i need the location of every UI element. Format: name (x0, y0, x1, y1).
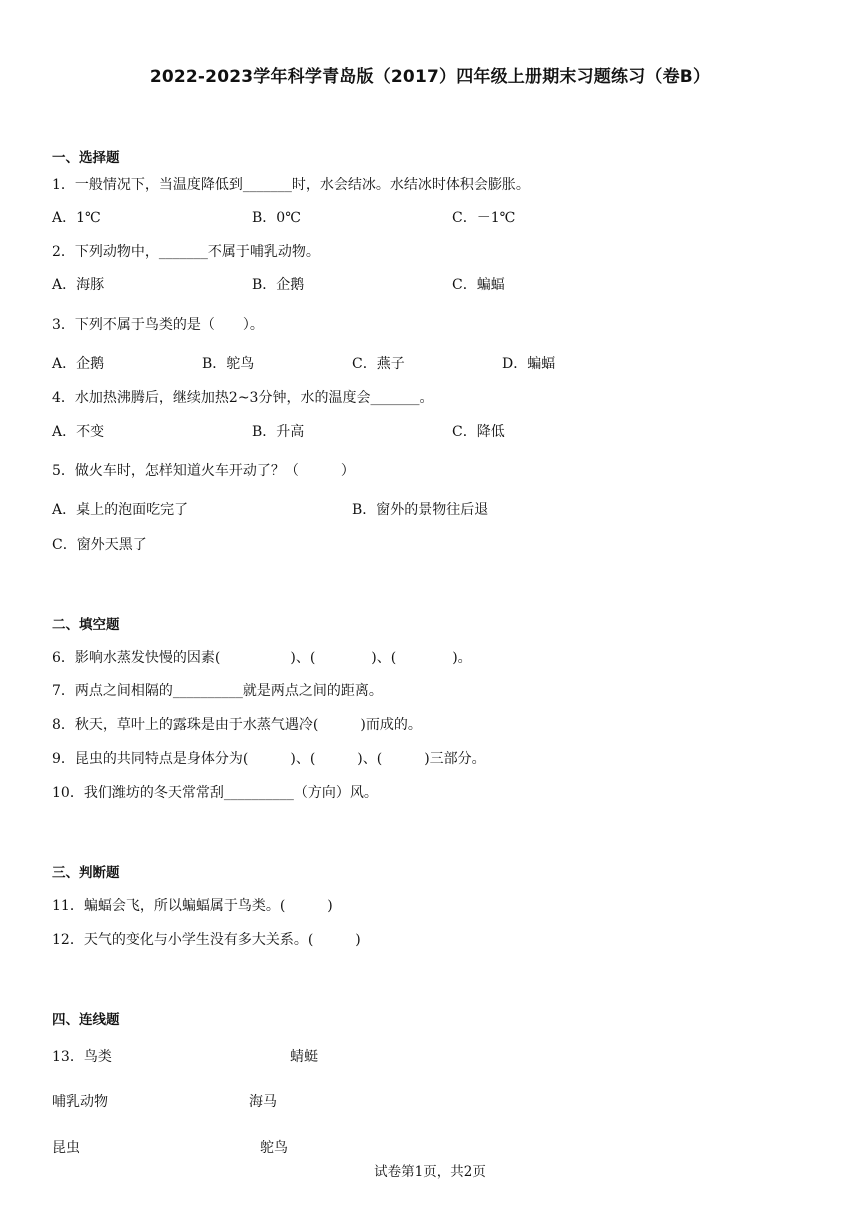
question-5: 5．做火车时，怎样知道火车开动了？（ ） (52, 463, 355, 479)
question-6: 6．影响水蒸发快慢的因素( )、( )、( )。 (52, 650, 472, 666)
section-heading-match: 四、连线题 (52, 1012, 120, 1028)
q3-option-a: A．企鹅 (52, 356, 105, 372)
question-7: 7．两点之间相隔的__________就是两点之间的距离。 (52, 683, 383, 699)
q1-option-a: A．1℃ (52, 210, 101, 226)
q1-option-b: B．0℃ (252, 210, 301, 226)
q5-option-a: A．桌上的泡面吃完了 (52, 502, 189, 518)
q4-option-b: B．升高 (252, 424, 305, 440)
q1-option-c: C．－1℃ (452, 210, 516, 226)
question-8: 8．秋天，草叶上的露珠是由于水蒸气遇冷( )而成的。 (52, 717, 422, 733)
question-11: 11．蝙蝠会飞，所以蝙蝠属于鸟类。( ) (52, 898, 333, 914)
question-3: 3．下列不属于鸟类的是（ ）。 (52, 317, 264, 333)
q2-option-a: A．海豚 (52, 277, 105, 293)
q4-option-a: A．不变 (52, 424, 105, 440)
question-4: 4．水加热沸腾后，继续加热2~3分钟，水的温度会_______。 (52, 390, 434, 406)
question-12: 12．天气的变化与小学生没有多大关系。( ) (52, 932, 361, 948)
page-footer: 试卷第1页，共2页 (374, 1164, 486, 1180)
q5-option-b: B．窗外的景物往后退 (352, 502, 489, 518)
question-1: 1．一般情况下，当温度降低到_______时，水会结冰。水结冰时体积会膨胀。 (52, 177, 530, 193)
q5-option-c: C．窗外天黑了 (52, 537, 147, 553)
question-10: 10．我们潍坊的冬天常常刮__________（方向）风。 (52, 785, 378, 801)
match-right-2: 海马 (249, 1094, 277, 1110)
section-heading-judge: 三、判断题 (52, 865, 120, 881)
match-right-1: 蜻蜓 (290, 1049, 318, 1065)
q4-option-c: C．降低 (452, 424, 505, 440)
q3-option-c: C．燕子 (352, 356, 405, 372)
section-heading-fill: 二、填空题 (52, 617, 120, 633)
q3-option-b: B．鸵鸟 (202, 356, 255, 372)
question-9: 9．昆虫的共同特点是身体分为( )、( )、( )三部分。 (52, 751, 486, 767)
question-2: 2．下列动物中，_______不属于哺乳动物。 (52, 244, 320, 260)
page-title: 2022-2023学年科学青岛版（2017）四年级上册期末习题练习（卷B） (149, 67, 711, 87)
q2-option-b: B．企鹅 (252, 277, 305, 293)
match-left-3: 昆虫 (52, 1140, 80, 1156)
section-heading-choice: 一、选择题 (52, 150, 120, 166)
match-right-3: 鸵鸟 (260, 1140, 288, 1156)
q2-option-c: C．蝙蝠 (452, 277, 505, 293)
match-left-2: 哺乳动物 (52, 1094, 108, 1110)
q3-option-d: D．蝙蝠 (502, 356, 556, 372)
match-left-1: 13．鸟类 (52, 1049, 112, 1065)
